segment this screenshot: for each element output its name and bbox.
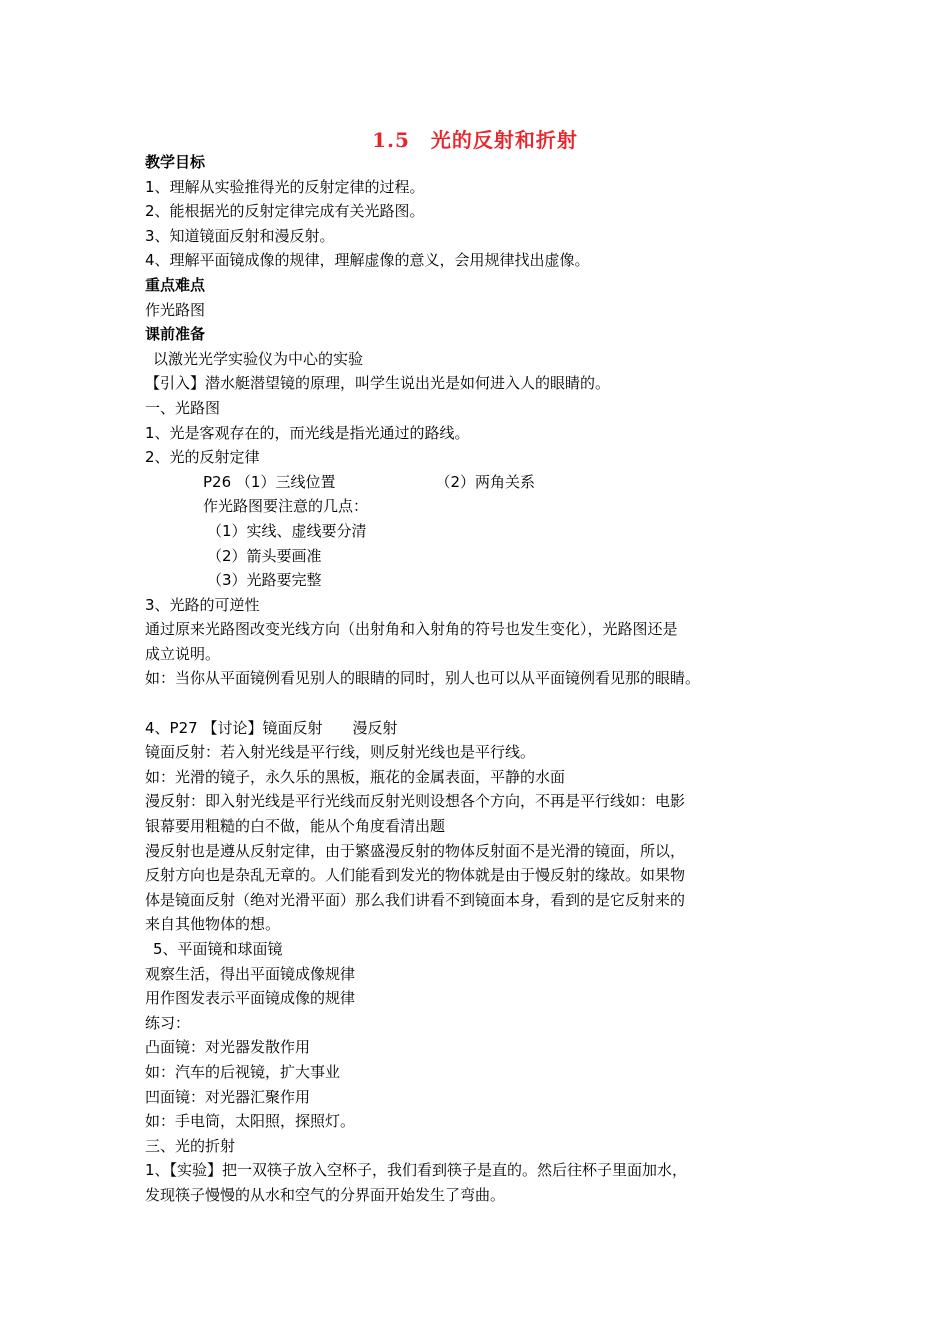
paragraph: 如：当你从平面镜例看见别人的眼睛的同时，别人也可以从平面镜例看见那的眼睛。 [145, 669, 701, 688]
paragraph: 【引入】潜水艇潜望镜的原理，叫学生说出光是如何进入人的眼睛的。 [145, 374, 611, 393]
paragraph: 来自其他物体的想。 [145, 915, 281, 934]
heading-key-points: 重点难点 [145, 275, 206, 294]
paragraph: 2、光的反射定律 [145, 448, 260, 467]
paragraph: 作光路图 [145, 300, 206, 319]
paragraph: 漫反射：即入射光线是平行光线而反射光则设想各个方向，不再是平行线如：电影 [145, 792, 686, 811]
paragraph: 2、能根据光的反射定律完成有关光路图。 [145, 202, 425, 221]
section-heading: 三、光的折射 [145, 1136, 236, 1155]
section-heading: 一、光路图 [145, 398, 221, 417]
paragraph: 如：光滑的镜子，永久乐的黑板，瓶花的金属表面，平静的水面 [145, 767, 566, 786]
paragraph [145, 470, 765, 495]
p26-item-2: （2）两角关系 [435, 472, 535, 491]
page-title: 1.5 光的反射和折射 [372, 128, 578, 152]
blank-line [145, 691, 765, 716]
paragraph: 用作图发表示平面镜成像的规律 [145, 989, 356, 1008]
heading-teaching-goals: 教学目标 [145, 153, 206, 171]
heading-preparation: 课前准备 [145, 325, 206, 344]
paragraph: 3、光路的可逆性 [145, 595, 260, 614]
paragraph: 成立说明。 [145, 644, 221, 663]
paragraph: 凹面镜：对光器汇聚作用 [145, 1087, 311, 1106]
paragraph: 1、理解从实验推得光的反射定律的过程。 [145, 177, 425, 196]
paragraph: 以激光光学实验仪为中心的实验 [153, 349, 364, 368]
paragraph: 练习： [145, 1013, 191, 1032]
paragraph: 反射方向也是杂乱无章的。人们能看到发光的物体就是由于慢反射的缘故。如果物 [145, 866, 686, 885]
list-item: （1）实线、虚线要分清 [207, 521, 367, 540]
paragraph: 1、光是客观存在的，而光线是指光通过的路线。 [145, 423, 470, 442]
document-body [145, 150, 765, 1208]
paragraph: 3、知道镜面反射和漫反射。 [145, 226, 335, 245]
paragraph: 观察生活，得出平面镜成像规律 [145, 964, 356, 983]
paragraph: 发现筷子慢慢的从水和空气的分界面开始发生了弯曲。 [145, 1185, 506, 1204]
paragraph: 1、【实验】把一双筷子放入空杯子，我们看到筷子是直的。然后往杯子里面加水， [145, 1161, 688, 1180]
paragraph: 体是镜面反射（绝对光滑平面）那么我们讲看不到镜面本身，看到的是它反射来的 [145, 890, 686, 909]
paragraph: 如：汽车的后视镜，扩大事业 [145, 1062, 341, 1081]
paragraph: 镜面反射：若入射光线是平行线，则反射光线也是平行线。 [145, 743, 536, 762]
paragraph: 如：手电筒，太阳照，探照灯。 [145, 1112, 356, 1131]
paragraph: 通过原来光路图改变光线方向（出射角和入射角的符号也发生变化），光路图还是 [145, 620, 678, 639]
list-item: （3）光路要完整 [207, 571, 322, 590]
paragraph: 银幕要用粗糙的白不做，能从个角度看清出题 [145, 817, 446, 836]
paragraph: 5、平面镜和球面镜 [153, 940, 283, 958]
list-item: （2）箭头要画准 [207, 546, 322, 565]
paragraph: 漫反射也是遵从反射定律，由于繁盛漫反射的物体反射面不是光滑的镜面，所以， [145, 841, 686, 860]
paragraph: 4、P27 【讨论】镜面反射 漫反射 [145, 718, 398, 737]
paragraph: 4、理解平面镜成像的规律，理解虚像的意义，会用规律找出虚像。 [145, 251, 590, 270]
p26-item-1: P26 （1）三线位置 [203, 472, 336, 491]
paragraph: 作光路图要注意的几点： [203, 497, 369, 516]
paragraph: 凸面镜：对光器发散作用 [145, 1038, 311, 1057]
